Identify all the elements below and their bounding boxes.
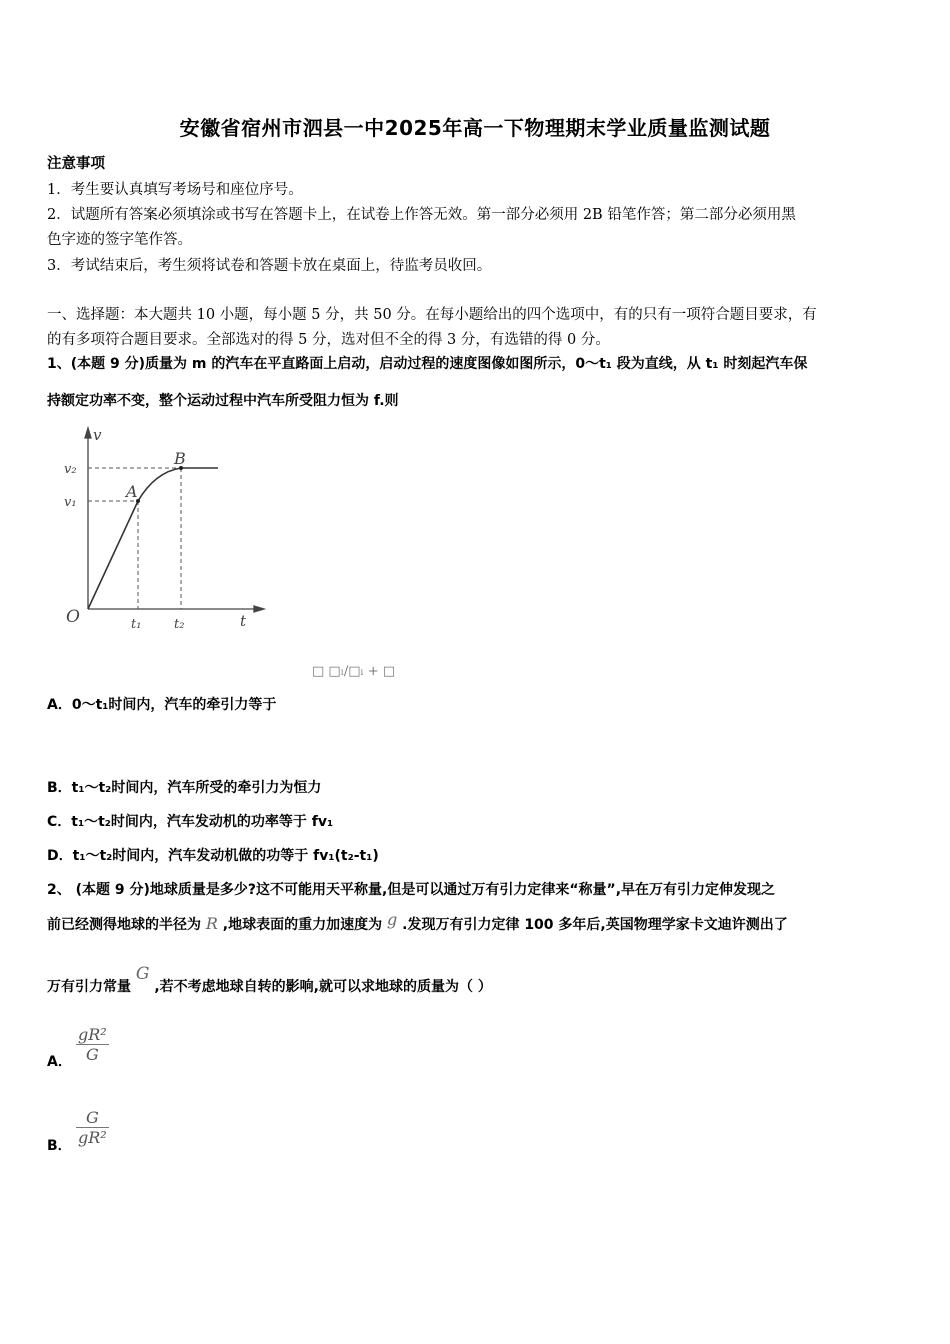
notice-item-2-cont: 色字迹的签字笔作答。 [47,232,192,248]
page-title: 安徽省宿州市泗县一中2025年高一下物理期末学业质量监测试题 [179,116,771,140]
q1-option-d[interactable]: D．t₁～t₂时间内，汽车发动机做的功等于 fv₁(t₂-t₁) [47,848,379,864]
q2-line3-part1: 万有引力常量 [47,979,131,995]
q2-option-b-denominator: gR² [78,1128,107,1147]
q2-option-a-numerator: gR² [78,1025,107,1044]
q2-option-b-label[interactable]: B． [47,1138,72,1154]
formula-a: □ □ₗ/□ₗ + □ [312,664,396,679]
q2-option-b-numerator: G [76,1108,109,1128]
notice-heading: 注意事项 [47,156,105,172]
axis-t-label: t [240,612,247,630]
q1-line2: 持额定功率不变，整个运动过程中汽车所受阻力恒为 f.则 [47,393,399,409]
velocity-time-graph [60,424,275,634]
point-b-label: B [174,449,186,468]
q2-line2 [47,910,788,934]
point-a-label: A [126,482,138,501]
notice-item-2: 2．试题所有答案必须填涂或书写在答题卡上，在试卷上作答无效。第一部分必须用 2B 铅笔作答；第二部分必须用黑 [47,207,796,223]
section1-line2: 的有多项符合题目要求。全部选对的得 5 分，选对但不全的得 3 分，有选错的得 0 分。 [47,332,610,348]
symbol-r: R [205,914,218,933]
q1-option-c[interactable]: C．t₁～t₂时间内，汽车发动机的功率等于 fv₁ [47,814,334,830]
q2-option-a-denominator: G [85,1045,99,1064]
q2-line3 [47,964,492,996]
q2-line2-part1: 前已经测得地球的半径为 [47,917,201,933]
q1-line1: 1、(本题 9 分)质量为 m 的汽车在平直路面上启动，启动过程的速度图像如图所示，0～t₁ 段为直线，从 t₁ 时刻起汽车保 [47,356,808,372]
q1-option-b[interactable]: B．t₁～t₂时间内，汽车所受的牵引力为恒力 [47,780,322,796]
axis-v-label: v [93,426,102,444]
t2-label: t₂ [174,617,185,632]
v1-label: v₁ [64,495,77,510]
symbol-big-g: G [135,964,150,984]
q2-line2-part2: ,地球表面的重力加速度为 [222,917,383,933]
symbol-g: g [387,910,398,929]
t1-label: t₁ [131,617,142,632]
v2-label: v₂ [64,462,77,477]
q2-line2-part3: .发现万有引力定律 100 多年后,英国物理学家卡文迪许测出了 [402,917,788,933]
notice-item-1: 1．考生要认真填写考场号和座位序号。 [47,182,303,198]
q2-option-a-fraction[interactable] [76,1025,109,1064]
notice-item-3: 3．考试结束后，考生须将试卷和答题卡放在桌面上，待监考员收回。 [47,258,492,274]
q2-line3-part2: ,若不考虑地球自转的影响,就可以求地球的质量为（ ） [154,979,492,995]
q1-option-a[interactable]: A．0～t₁时间内，汽车的牵引力等于 [47,697,277,713]
origin-label: O [66,607,80,627]
section1-line1: 一、选择题：本大题共 10 小题，每小题 5 分，共 50 分。在每小题给出的四个选项中，有的只有一项符合题目要求，有 [47,307,817,323]
q2-line1: 2、 (本题 9 分)地球质量是多少?这不可能用天平称量,但是可以通过万有引力定律来“称量”,早在万有引力定伸发现之 [47,882,776,898]
q2-option-b-fraction[interactable] [76,1108,109,1147]
q2-option-a-label[interactable]: A． [47,1054,72,1070]
